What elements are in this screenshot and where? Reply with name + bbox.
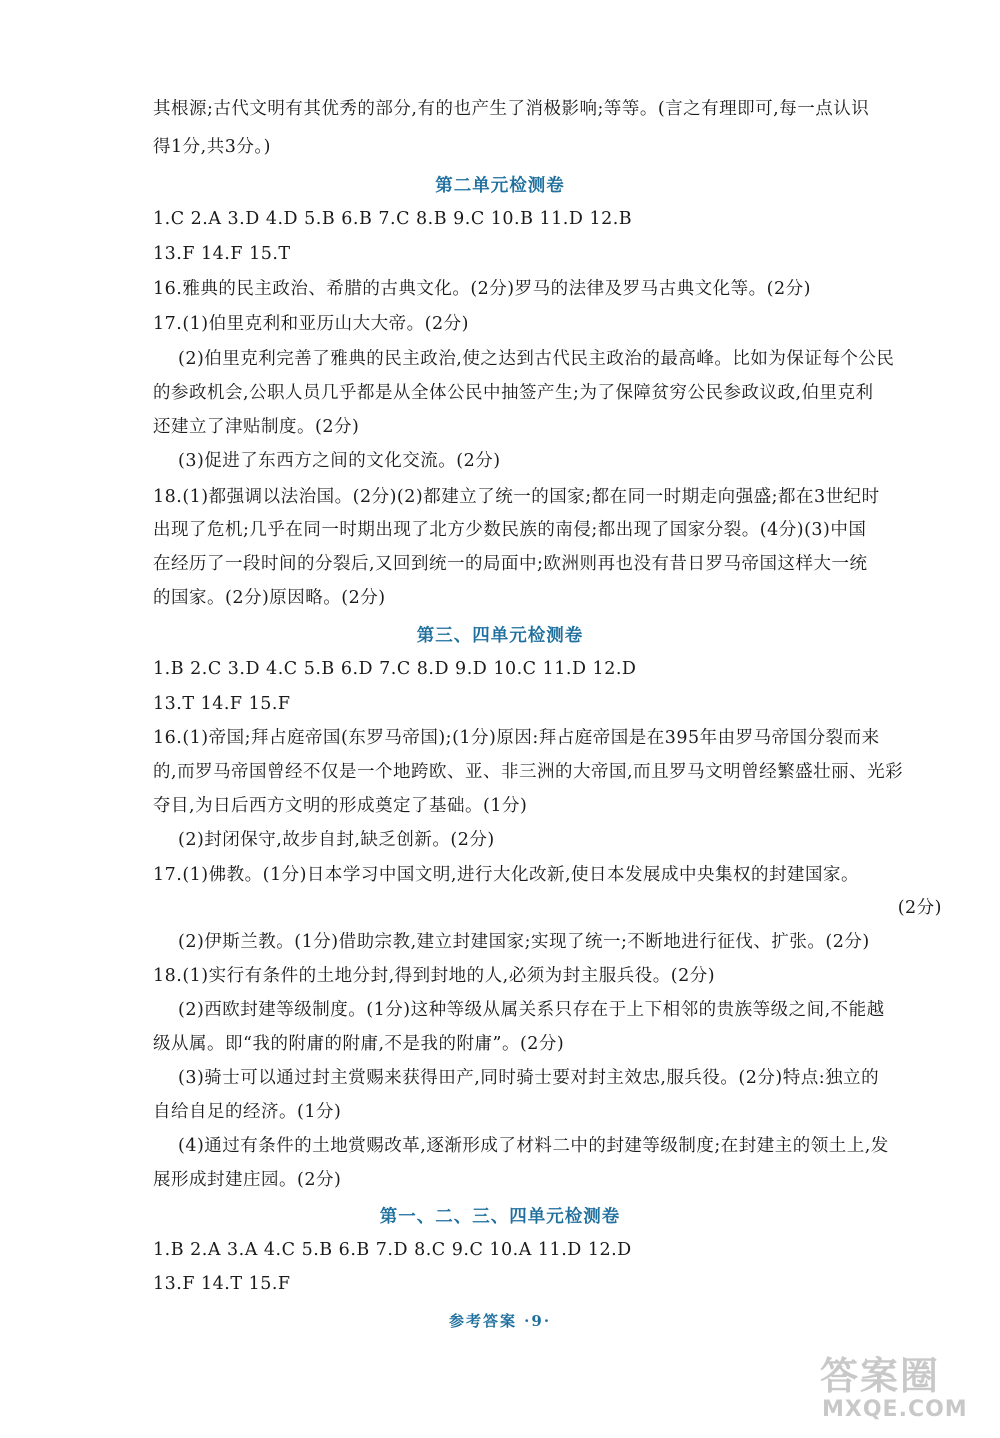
text-line: (2)封闭保守,故步自封,缺乏创新。(2分) (178, 830, 495, 850)
text-line: (2分) (897, 898, 942, 918)
text-line: 的,而罗马帝国曾经不仅是一个地跨欧、亚、非三洲的大帝国,而且罗马文明曾经繁盛壮丽、光彩 (153, 762, 904, 782)
text-line: 16.(1)帝国;拜占庭帝国(东罗马帝国);(1分)原因:拜占庭帝国是在395年由罗马帝国分裂而来 (153, 728, 880, 748)
text-line: (3)骑士可以通过封主赏赐来获得田产,同时骑士要对封主效忠,服兵役。(2分)特点:独立的 (178, 1068, 880, 1088)
text-line: (4)通过有条件的土地赏赐改革,逐渐形成了材料二中的封建等级制度;在封建主的领土上,发 (178, 1136, 889, 1156)
text-line: 17.(1)伯里克利和亚历山大大帝。(2分) (153, 314, 469, 334)
text-line: 16.雅典的民主政治、希腊的古典文化。(2分)罗马的法律及罗马古典文化等。(2分) (153, 279, 811, 299)
text-line: 17.(1)佛教。(1分)日本学习中国文明,进行大化改新,使日本发展成中央集权的封建国家。 (153, 865, 860, 885)
text-line: (2)伊斯兰教。(1分)借助宗教,建立封建国家;实现了统一;不断地进行征伐、扩张。(2分) (178, 932, 870, 952)
answer-row: 1.B 2.C 3.D 4.C 5.B 6.D 7.C 8.D 9.D 10.C 11.D 12.D (153, 659, 637, 679)
page-footer: 参考答案 ·9· (448, 1312, 552, 1330)
text-line: (3)促进了东西方之间的文化交流。(2分) (178, 451, 501, 471)
section-title: 第一、二、三、四单元检测卷 (379, 1207, 621, 1227)
text-line: 18.(1)实行有条件的土地分封,得到封地的人,必须为封主服兵役。(2分) (153, 966, 716, 986)
section-title: 第二单元检测卷 (435, 176, 565, 196)
text-line: 的参政机会,公职人员几乎都是从全体公民中抽签产生;为了保障贫穷公民参政议政,伯里克利 (153, 383, 874, 403)
text-line: 在经历了一段时间的分裂后,又回到统一的局面中;欧洲则再也没有昔日罗马帝国这样大一统 (153, 554, 868, 574)
answer-row: 13.F 14.T 15.F (153, 1274, 291, 1294)
answer-row: 1.B 2.A 3.A 4.C 5.B 6.B 7.D 8.C 9.C 10.A 11.D 12.D (153, 1240, 632, 1260)
watermark-url: MXQE.COM (822, 1397, 968, 1422)
text-line: 自给自足的经济。(1分) (153, 1102, 342, 1122)
answer-row: 13.T 14.F 15.F (153, 694, 291, 714)
text-line: 18.(1)都强调以法治国。(2分)(2)都建立了统一的国家;都在同一时期走向强盛;都在3世纪时 (153, 487, 880, 507)
text-line: 得1分,共3分。) (153, 137, 271, 157)
answer-row: 1.C 2.A 3.D 4.D 5.B 6.B 7.C 8.B 9.C 10.B 11.D 12.B (153, 209, 633, 229)
text-line: 夺目,为日后西方文明的形成奠定了基础。(1分) (153, 796, 528, 816)
text-line: 级从属。即“我的附庸的附庸,不是我的附庸”。(2分) (153, 1034, 565, 1054)
watermark-text: 答案圈 (820, 1354, 941, 1398)
watermark-logo (820, 1345, 990, 1425)
text-line: 还建立了津贴制度。(2分) (153, 417, 360, 437)
text-line: (2)伯里克利完善了雅典的民主政治,使之达到古代民主政治的最高峰。比如为保证每个公民 (178, 349, 895, 369)
section-title: 第三、四单元检测卷 (416, 626, 584, 646)
text-line: 其根源;古代文明有其优秀的部分,有的也产生了消极影响;等等。(言之有理即可,每一点认识 (153, 99, 870, 119)
text-line: 的国家。(2分)原因略。(2分) (153, 588, 386, 608)
text-line: 展形成封建庄园。(2分) (153, 1170, 342, 1190)
text-line: (2)西欧封建等级制度。(1分)这种等级从属关系只存在于上下相邻的贵族等级之间,不能越 (178, 1000, 885, 1020)
text-line: 出现了危机;几乎在同一时期出现了北方少数民族的南侵;都出现了国家分裂。(4分)(3)中国 (153, 520, 867, 540)
answer-row: 13.F 14.F 15.T (153, 244, 291, 264)
